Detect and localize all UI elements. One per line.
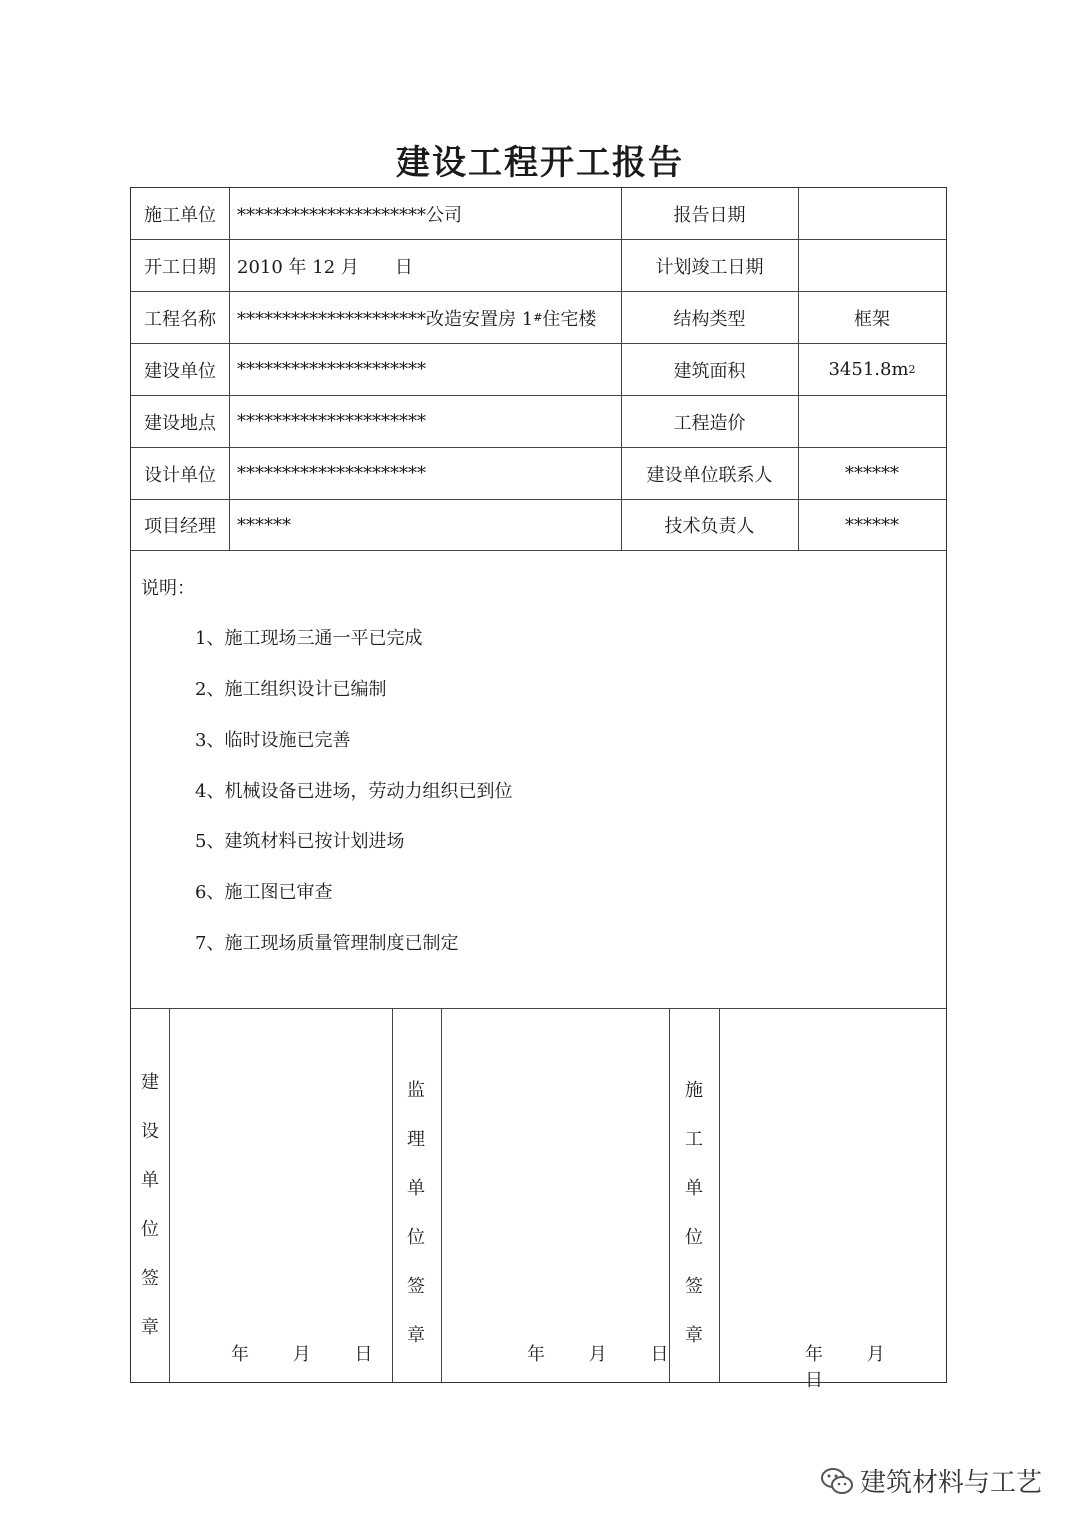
field-value bbox=[798, 240, 946, 291]
sign-char: 章 bbox=[685, 1325, 703, 1346]
sign-char: 签 bbox=[407, 1276, 425, 1297]
area-value: 3451.8m bbox=[828, 359, 909, 380]
field-label: 建筑面积 bbox=[673, 360, 746, 382]
field-label: 施工单位 bbox=[144, 204, 216, 226]
note-item: 2、施工组织设计已编制 bbox=[195, 679, 387, 700]
note-item: 7、施工现场质量管理制度已制定 bbox=[195, 933, 459, 954]
signature-label-owner bbox=[137, 1058, 163, 1352]
field-value: ********************* bbox=[237, 359, 426, 380]
sign-char: 位 bbox=[141, 1219, 159, 1240]
field-label: 结构类型 bbox=[673, 308, 746, 330]
sign-char: 章 bbox=[141, 1317, 159, 1338]
sign-char: 建 bbox=[141, 1072, 159, 1093]
field-label: 建设单位联系人 bbox=[646, 464, 773, 486]
field-label: 设计单位 bbox=[144, 464, 216, 486]
sign-char: 位 bbox=[407, 1227, 425, 1248]
sign-char: 签 bbox=[141, 1268, 159, 1289]
col-divider bbox=[441, 1008, 442, 1382]
field-label: 技术负责人 bbox=[664, 516, 755, 537]
watermark bbox=[820, 1462, 1042, 1499]
field-label: 报告日期 bbox=[673, 204, 746, 226]
note-item: 3、临时设施已完善 bbox=[195, 730, 351, 751]
field-value: *********************公司 bbox=[237, 204, 462, 226]
sign-char: 签 bbox=[685, 1276, 703, 1297]
signature-label-contractor bbox=[681, 1066, 707, 1360]
field-label: 建设地点 bbox=[144, 412, 216, 434]
row-divider bbox=[131, 1008, 946, 1009]
field-value: 2010 年 12 月 日 bbox=[237, 256, 413, 278]
field-value: ****** bbox=[845, 514, 899, 536]
col-divider bbox=[169, 1008, 170, 1382]
field-label: 建设单位 bbox=[144, 360, 216, 382]
sign-char: 设 bbox=[141, 1121, 159, 1142]
col-divider bbox=[392, 1008, 393, 1382]
field-label: 项目经理 bbox=[144, 516, 216, 537]
field-value: ****** bbox=[845, 463, 899, 484]
project-name: *********************改造安置房 1 bbox=[237, 308, 534, 330]
report-table bbox=[130, 187, 947, 1391]
superscript: 2 bbox=[908, 363, 916, 376]
row-divider bbox=[131, 550, 946, 551]
sign-char: 监 bbox=[407, 1080, 425, 1101]
watermark-text: 建筑材料与工艺 bbox=[860, 1468, 1043, 1498]
sign-char: 章 bbox=[407, 1325, 425, 1346]
field-label: 开工日期 bbox=[144, 256, 216, 278]
col-divider bbox=[669, 1008, 670, 1382]
sign-char: 理 bbox=[407, 1129, 425, 1150]
field-label: 工程造价 bbox=[673, 412, 746, 434]
sign-char: 单 bbox=[141, 1170, 159, 1191]
field-label: 工程名称 bbox=[144, 308, 216, 330]
sign-char: 工 bbox=[685, 1129, 703, 1150]
field-value: ********************* bbox=[237, 463, 426, 484]
note-item: 5、建筑材料已按计划进场 bbox=[195, 831, 405, 852]
signature-date: 年 月 日 bbox=[231, 1344, 373, 1365]
field-value bbox=[798, 396, 946, 447]
note-item: 4、机械设备已进场，劳动力组织已到位 bbox=[195, 781, 513, 802]
page-title: 建设工程开工报告 bbox=[396, 143, 684, 183]
field-value: ****** bbox=[237, 514, 291, 536]
sign-char: 单 bbox=[407, 1178, 425, 1199]
col-divider bbox=[719, 1008, 720, 1382]
note-item: 6、施工图已审查 bbox=[195, 882, 333, 903]
sign-char: 单 bbox=[685, 1178, 703, 1199]
wechat-icon bbox=[820, 1466, 854, 1496]
field-value: 框架 bbox=[854, 308, 890, 330]
notes-heading: 说明： bbox=[141, 578, 195, 599]
sign-char: 施 bbox=[685, 1080, 703, 1101]
field-value bbox=[798, 344, 946, 395]
sign-char: 位 bbox=[685, 1227, 703, 1248]
signature-label-supervisor bbox=[403, 1066, 429, 1360]
superscript: # bbox=[533, 311, 543, 324]
note-item: 1、施工现场三通一平已完成 bbox=[195, 628, 423, 649]
project-name-tail: 住宅楼 bbox=[542, 308, 597, 330]
field-label: 计划竣工日期 bbox=[655, 256, 764, 278]
field-value bbox=[229, 292, 621, 343]
field-value: ********************* bbox=[237, 411, 426, 432]
field-value bbox=[798, 188, 946, 239]
signature-date: 年 月 日 bbox=[527, 1344, 669, 1365]
signature-date: 年 月 日 bbox=[805, 1344, 885, 1391]
